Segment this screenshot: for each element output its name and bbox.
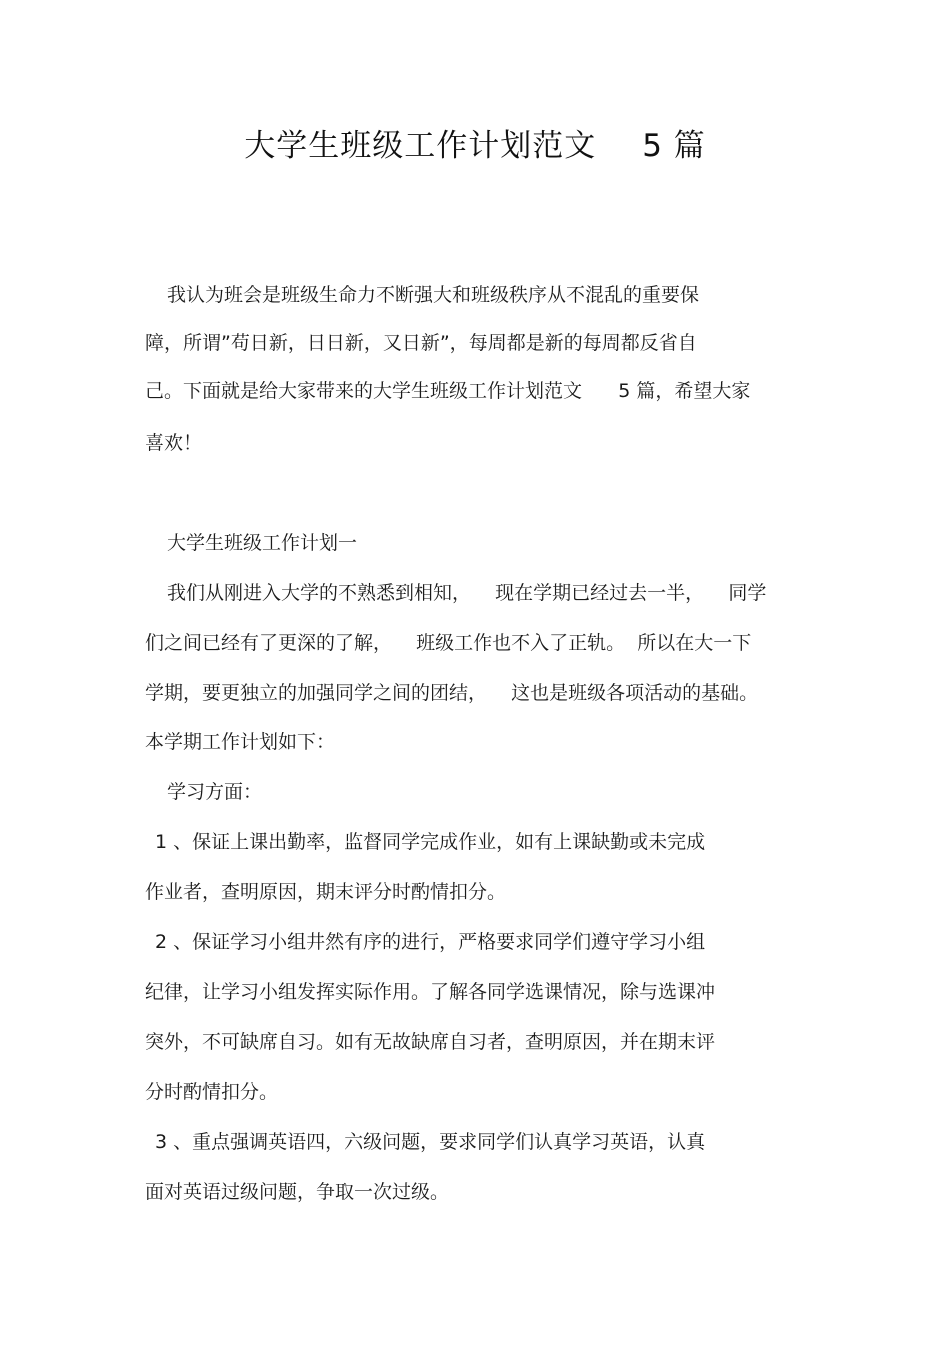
page-title xyxy=(0,120,950,165)
body-line-4: 本学期工作计划如下： xyxy=(145,731,336,753)
body-line-1: 我们从刚进入大学的不熟悉到相知， 现在学期已经过去一半， 同学 xyxy=(167,582,767,604)
item-line-5: 突外，不可缺席自习。如有无故缺席自习者，查明原因，并在期末评 xyxy=(145,1031,716,1053)
title-text: 大学生班级工作计划范文 xyxy=(244,128,597,164)
title-suffix: 5 篇 xyxy=(642,128,706,164)
item-line-4: 纪律，让学习小组发挥实际作用。了解各同学选课情况，除与选课冲 xyxy=(145,981,716,1003)
item-line-2: 作业者，查明原因，期末评分时酌情扣分。 xyxy=(145,881,507,903)
item-line-6: 分时酌情扣分。 xyxy=(145,1081,279,1103)
intro-line-1: 我认为班会是班级生命力不断强大和班级秩序从不混乱的重要保 xyxy=(167,284,700,306)
item-line-7: 3 、重点强调英语四，六级问题，要求同学们认真学习英语，认真 xyxy=(155,1131,706,1153)
item-line-3: 2 、保证学习小组井然有序的进行，严格要求同学们遵守学习小组 xyxy=(155,931,706,953)
body-line-2: 们之间已经有了更深的了解， 班级工作也不入了正轨。 所以在大一下 xyxy=(145,632,752,654)
intro-line-4: 喜欢！ xyxy=(145,432,203,454)
intro-line-2: 障，所谓”苟日新，日日新，又日新”，每周都是新的每周都反省自 xyxy=(145,332,697,354)
intro-line-3: 己。下面就是给大家带来的大学生班级工作计划范文 5 篇，希望大家 xyxy=(145,380,751,402)
item-line-1: 1 、保证上课出勤率，监督同学完成作业，如有上课缺勤或未完成 xyxy=(155,831,706,853)
body-line-3: 学期，要更独立的加强同学之间的团结， 这也是班级各项活动的基础。 xyxy=(145,682,759,704)
section-heading: 大学生班级工作计划一 xyxy=(167,532,358,554)
study-heading: 学习方面： xyxy=(167,781,263,803)
item-line-8: 面对英语过级问题，争取一次过级。 xyxy=(145,1181,450,1203)
